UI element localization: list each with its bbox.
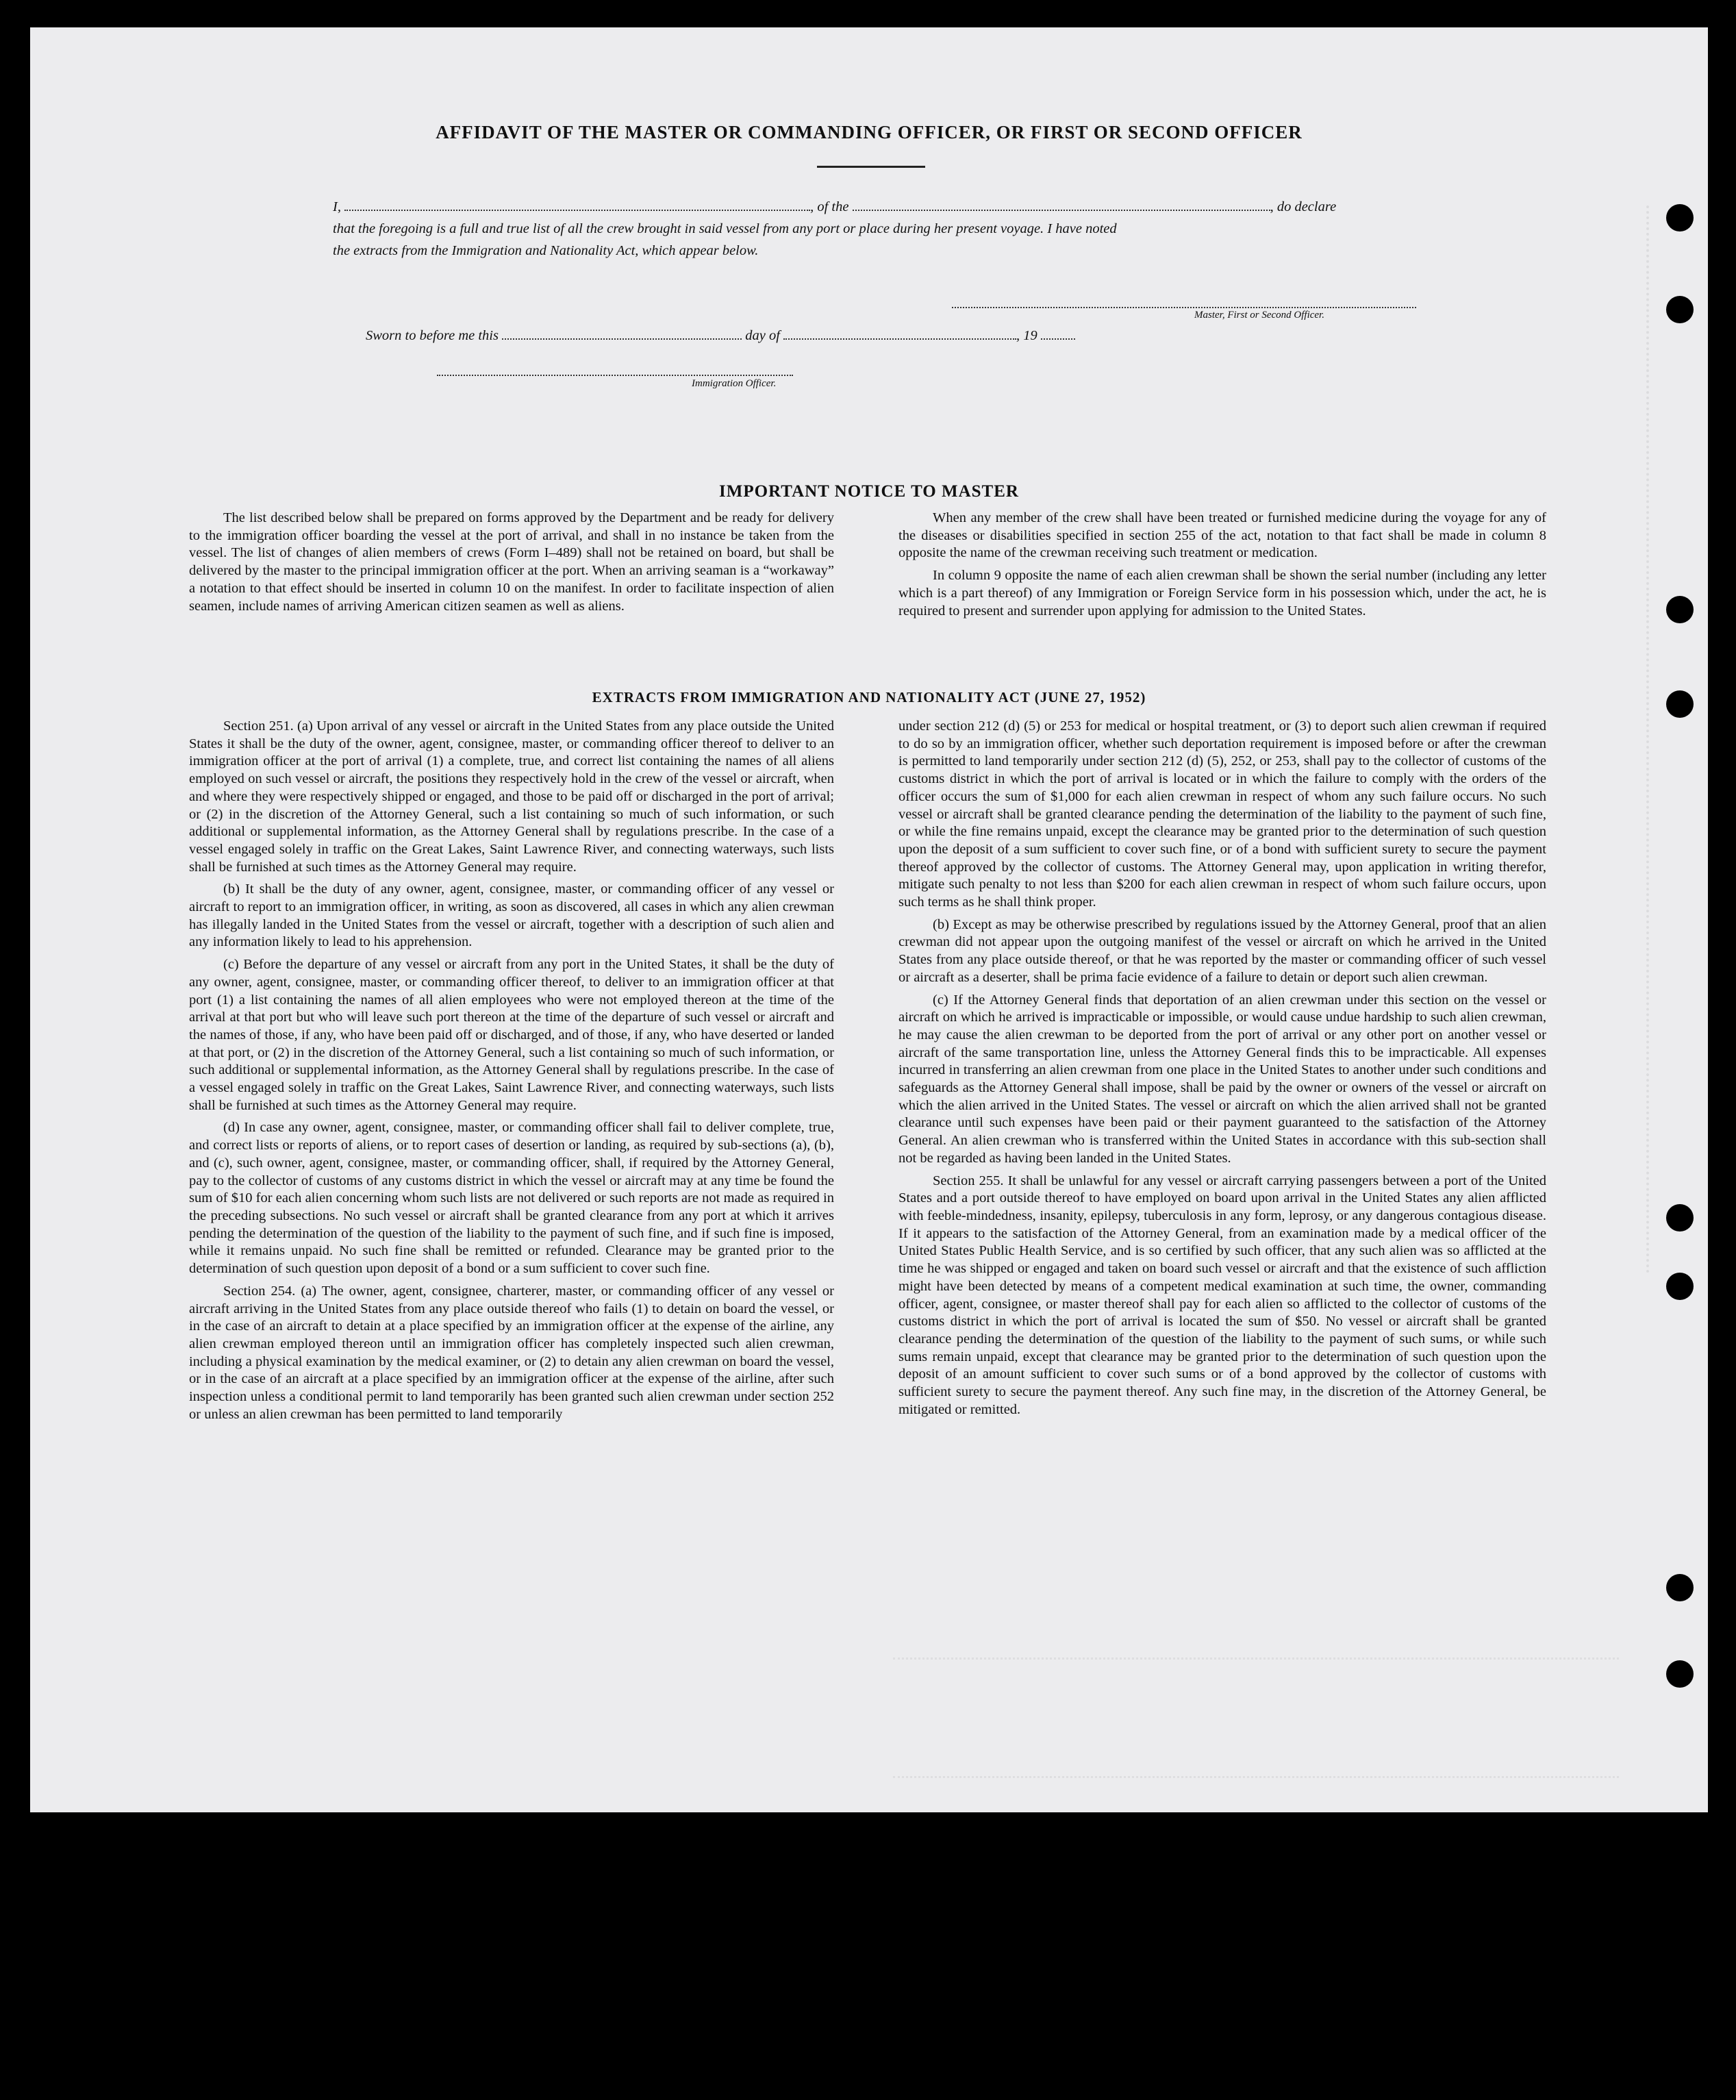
affidavit-title: AFFIDAVIT OF THE MASTER OR COMMANDING OFFICER, OR FIRST OR SECOND OFFICER — [436, 122, 1303, 142]
act-section-paragraph: Section 255. It shall be unlawful for any vessel or aircraft carrying passengers between a port of the United States and a port outside thereof to have employed on board upon arrival in the United States any alien afflicted with feeble-mindedness, insanity, epilepsy, tuberculosis in any form, leprosy, or any dangerous contagious disease. If it appears to the satisfaction of the Attorney General, from an examination made by a medical officer of the United States Public Health Service, and is so certified by such officer, that any such alien was so afflicted at the time he was shipped or engaged and taken on board such vessel or aircraft and that the existence of such affliction might have been detected by means of a competent medical examination at such time, the owner, commanding officer, agent, consignee, or master thereof shall pay for each alien so afflicted to the collector of customs of the customs district in which the port of arrival is located the sum of $50. No vessel or aircraft shall be granted clearance pending the determination of the question of the liability to the payment of such sums, or while such sums remain unpaid, except that clearance may be granted prior to the determination of such question upon the deposit of an amount sufficient to cover such sums or of a bond approved by the collector of customs with sufficient surety to secure the payment thereof. Any such fine may, in the discretion of the Attorney General, be mitigated or remitted. — [898, 1173, 1546, 1417]
act-section-paragraph: (c) Before the departure of any vessel or aircraft from any port in the United States, it shall be the duty of any owner, agent, consignee, master, or commanding officer thereof, to deliver to an immigration officer at that port (1) a list containing the names of all alien employees who were not employed thereon at the time of the arrival at that port but who will leave such port thereon at the time of the departure of such vessel or aircraft and the names of those, if any, who have been paid off or discharged, and of those, if any, who have deserted or landed at that port, or (2) in the discretion of the Attorney General, such a list containing so much of such information, or such additional or supplemental information, as the Attorney General shall by regulations prescribe. In the case of a vessel engaged solely in traffic on the Great Lakes, Saint Lawrence River, and connecting waterways, such lists shall be furnished at such times as the Attorney General may require. — [189, 957, 834, 1113]
show-through-marks — [893, 1658, 1619, 1778]
act-section-paragraph: Section 251. (a) Upon arrival of any vessel or aircraft in the United States from any place outside the United States it shall be the duty of the owner, agent, consignee, master, or commanding officer thereof to deliver to an immigration officer at the port of arrival (1) a complete, true, and correct list containing the names of all aliens employed on such vessel or aircraft, the positions they respectively hold in the crew of the vessel or aircraft, when and where they were respectively shipped or engaged, and those to be paid off or discharged in the port of arrival; or (2) in the discretion of the Attorney General, such a list containing so much of such information, or such additional or supplemental information, as the Attorney General shall by regulations prescribe. In the case of a vessel engaged solely in traffic on the Great Lakes, Saint Lawrence River, and connecting waterways, such lists shall be furnished at such times as the Attorney General may require. — [189, 718, 834, 875]
sworn-line — [366, 325, 1256, 347]
name-field[interactable] — [344, 200, 810, 211]
notice-right-paragraph: When any member of the crew shall have been treated or furnished medicine during the voyage for any of the diseases or disabilities specified in section 255 of the act, notation to that fact shall be made in column 8 opposite the name of the crewman receiving such treatment or medication. — [898, 510, 1546, 561]
title-divider — [817, 166, 925, 168]
document-page — [30, 27, 1708, 1812]
declaration-line-1: that the foregoing is a full and true list of all the crew brought in said vessel from any port or place during her present voyage. I have noted — [333, 221, 1117, 236]
extracts-title: EXTRACTS FROM IMMIGRATION AND NATIONALITY ACT (JUNE 27, 1952) — [592, 689, 1146, 705]
extracts-right-column — [898, 718, 1546, 1423]
master-signature-field[interactable] — [952, 305, 1416, 308]
notice-left-column — [189, 510, 834, 620]
vessel-field[interactable] — [853, 200, 1270, 211]
do-declare-label: , do declare — [1270, 199, 1337, 214]
act-section-paragraph: (d) In case any owner, agent, consignee, master, or commanding officer shall fail to deliver complete, true, and correct lists or reports of aliens, or to report cases of desertion or landing, as required by sub-sections (a), (b), and (c), such owner, agent, consignee, master, or commanding officer, shall, if required by the Attorney General, pay to the collector of customs of any customs district in which the vessel or aircraft may at any time be found the sum of $10 for each alien concerning whom such lists are not delivered or such reports are not made as required in the preceding subsections. No such vessel or aircraft shall be granted clearance from any port at which it arrives pending the determination of the question of the liability to the payment of such fine, and if such fine is imposed, while it remains unpaid. No such fine shall be remitted or refunded. Clearance may be granted prior to the determination of such question upon deposit of a bond or a sum sufficient to cover such fine. — [189, 1120, 834, 1277]
act-section-paragraph: Section 254. (a) The owner, agent, consignee, charterer, master, or commanding officer of any vessel or aircraft arriving in the United States from any place outside thereof who fails (1) to detain on board the vessel, or in the case of an aircraft to detain at a place specified by an immigration officer at the expense of the airline, any alien crewman employed thereon until an immigration officer has completely inspected such alien crewman, including a physical examination by the medical examiner, or (2) to detain any alien crewman on board the vessel, or in the case of an aircraft at a place specified by an immigration officer at the expense of the airline, after such inspection unless a conditional permit to land temporarily has been granted such alien crewman under section 252 or unless an alien crewman has been permitted to land temporarily — [189, 1283, 834, 1422]
act-section-paragraph: under section 212 (d) (5) or 253 for medical or hospital treatment, or (3) to deport such alien crewman if required to do so by an immigration officer, whether such deportation requirement is imposed before or after the crewman is permitted to land temporarily under section 212 (d) (5), 252, or 253, shall pay to the collector of customs of the customs district in which the port of arrival is located or in which the failure to comply with the orders of the officer occurs the sum of $1,000 for each alien crewman in respect of whom any such failure occurs. No such vessel or aircraft shall be granted clearance pending the determination of the liability to the payment of such fine, or while the fine remains unpaid, except the clearance may be granted prior to the determination of such question upon the deposit of a sum sufficient to cover such fine, or of a bond with sufficient surety to secure the payment thereof approved by the collector of customs. The Attorney General may, upon application in writing therefor, mitigate such penalty to not less than $200 for each alien crewman in respect of whom such failure occurs, upon such terms as he shall think proper. — [898, 718, 1546, 910]
i-label: I, — [333, 199, 341, 214]
punch-hole — [1666, 1574, 1694, 1601]
extracts-left-column — [189, 718, 834, 1428]
day-of-label: day of — [745, 328, 780, 343]
of-the-label: , of the — [810, 199, 849, 214]
master-signature-label: Master, First or Second Officer. — [1194, 310, 1324, 321]
act-section-paragraph: (b) Except as may be otherwise prescribed by regulations issued by the Attorney General, proof that an alien crewman did not appear upon the outgoing manifest of the vessel or aircraft on which he arrived in the United States from any place outside thereof, or that he was reported by the master or commanding officer of such vessel or aircraft as a deserter, shall be prima facie evidence of a failure to detain or deport such alien crewman. — [898, 916, 1546, 985]
declaration-line-2: the extracts from the Immigration and Nationality Act, which appear below. — [333, 243, 759, 258]
year-prefix: , 19 — [1016, 328, 1037, 343]
notice-title: IMPORTANT NOTICE TO MASTER — [719, 482, 1019, 501]
immigration-officer-label: Immigration Officer. — [692, 378, 777, 389]
declaration-fill-line — [333, 196, 1456, 218]
punch-hole — [1666, 1273, 1694, 1300]
notice-right-column — [898, 510, 1546, 625]
act-section-paragraph: (b) It shall be the duty of any owner, agent, consignee, master, or commanding officer of any vessel or aircraft to report to an immigration officer, in writing, as soon as discovered, all cases in which any alien crewman has illegally landed in the United States from the vessel or aircraft, together with a description of such alien and any information likely to lead to his apprehension. — [189, 882, 834, 950]
notice-left-paragraph: The list described below shall be prepared on forms approved by the Department and be ready for delivery to the immigration officer boarding the vessel at the port of arrival, and shall in no instance be taken from the vessel. The list of changes of alien members of crews (Form I–489) shall not be retained on board, but shall be delivered by the master to the principal immigration officer at the port. When an arriving seaman is a “workaway” a notation to that effect should be inserted in column 10 on the manifest. In order to facilitate inspection of alien seamen, include names of arriving American citizen seamen as well as aliens. — [189, 510, 834, 614]
act-section-paragraph: (c) If the Attorney General finds that deportation of an alien crewman under this section on the vessel or aircraft on which he arrived is impracticable or impossible, or would cause undue hardship to such alien crewman, he may cause the alien crewman to be deported from the port of arrival or any other port on another vessel or aircraft of the same transportation line, unless the Attorney General finds this to be impracticable. All expenses incurred in transferring an alien crewman from one place in the United States to another under such conditions and safeguards as the Attorney General shall impose, shall be paid by the owner or owners of the vessel or aircraft on which the alien arrived in the United States. The vessel or aircraft on which the alien arrived shall not be granted clearance until such expenses have been paid or their payment guaranteed to the satisfaction of the Attorney General. An alien crewman who is transferred within the United States in accordance with this sub-section shall not be regarded as having been landed in the United States. — [898, 992, 1546, 1166]
punch-hole — [1666, 1660, 1694, 1688]
sworn-label: Sworn to before me this — [366, 328, 499, 343]
notice-right-paragraph: In column 9 opposite the name of each alien crewman shall be shown the serial number (including any letter which is a part thereof) of any Immigration or Foreign Service form in his possession which, under the act, he is required to present and surrender upon applying for admission to the United States. — [898, 568, 1546, 618]
show-through-marks — [1646, 205, 1690, 1274]
month-field[interactable] — [783, 329, 1016, 340]
immigration-officer-signature-field[interactable] — [437, 373, 793, 376]
year-field[interactable] — [1041, 329, 1075, 340]
day-field[interactable] — [502, 329, 742, 340]
